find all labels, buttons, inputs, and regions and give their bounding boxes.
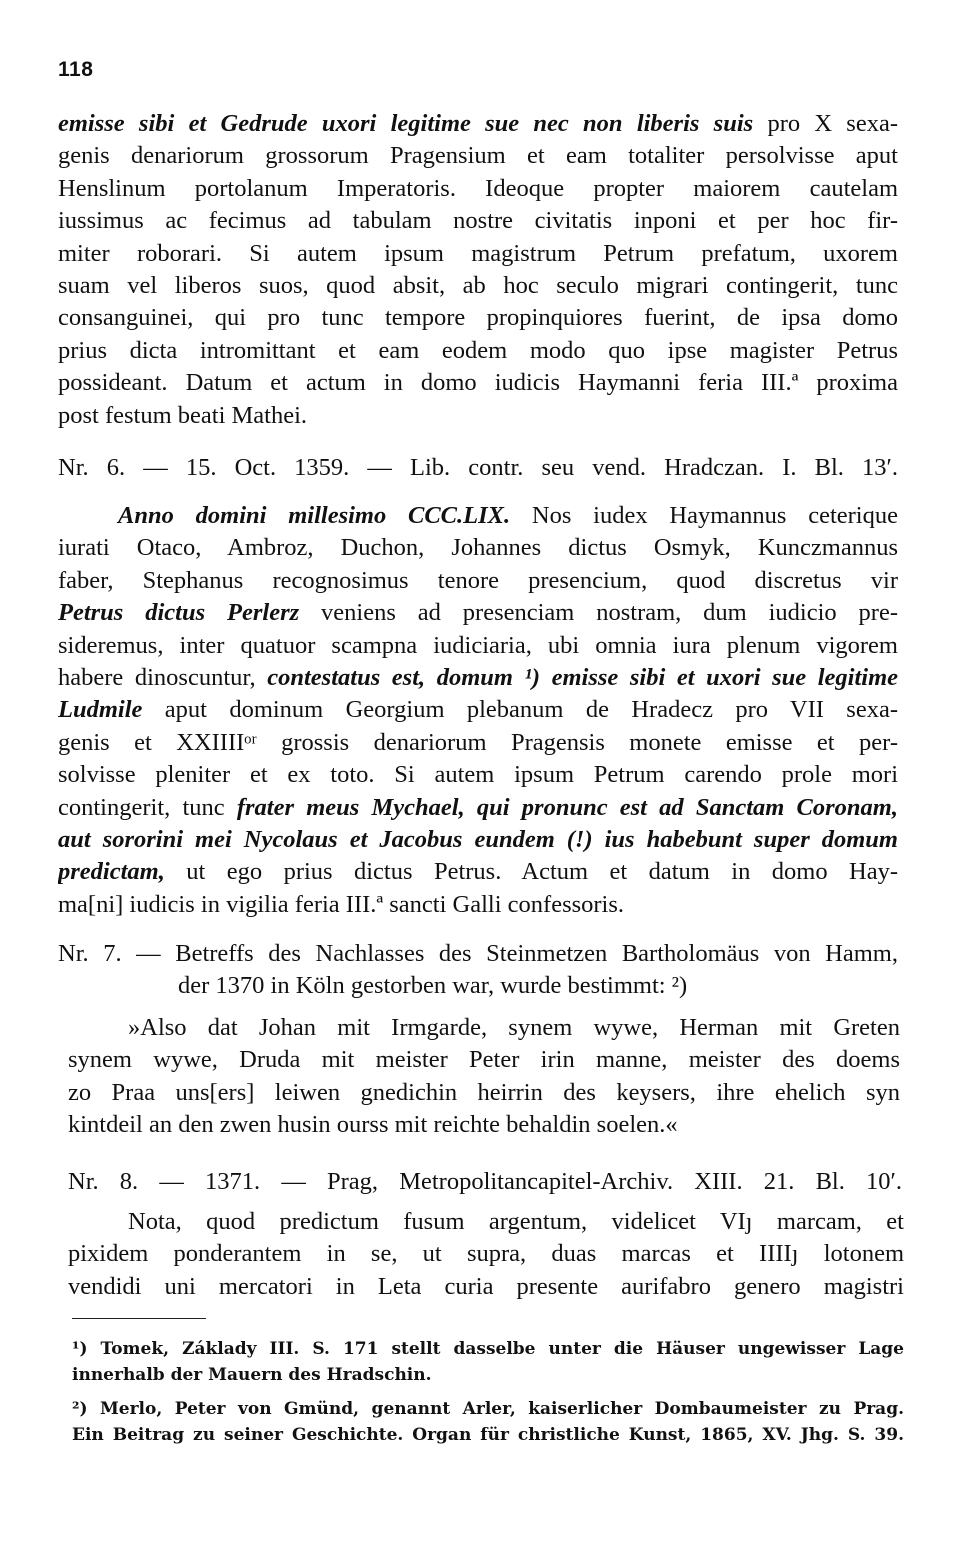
entry-heading-nr7-continued: der 1370 in Köln gestorben war, wurde bestimmt: ²) xyxy=(178,972,688,999)
paragraph-nr7 xyxy=(68,1012,900,1142)
text-line: synem wywe, Druda mit meister Peter irin manne, meister des doems xyxy=(68,1046,900,1074)
text-line: Nota, quod predictum fusum argentum, videlicet VIȷ marcam, et xyxy=(128,1208,904,1235)
footnote-line: ¹) Tomek, Základy III. S. 171 stellt dasselbe unter die Häuser ungewisser Lage xyxy=(72,1339,904,1359)
text-line: sideremus, inter quatuor scampna iudiciaria, ubi omnia iura plenum vigorem xyxy=(58,631,898,659)
footnote-line: innerhalb der Mauern des Hradschin. xyxy=(72,1365,432,1385)
text-line: iussimus ac fecimus ad tabulam nostre civitatis inponi et per hoc fir- xyxy=(58,207,898,235)
paragraph-nr6 xyxy=(58,500,898,921)
text-line: habere dinoscuntur, contestatus est, domum ¹) emisse sibi et uxori sue legitime xyxy=(58,664,898,692)
footnote-line: Ein Beitrag zu seiner Geschichte. Organ für christliche Kunst, 1865, XV. Jhg. S. 39. xyxy=(72,1425,904,1445)
text-line: suam vel liberos suos, quod absit, ab hoc seculo migrari contingerit, tunc xyxy=(58,272,898,300)
text-line: Ludmile aput dominum Georgium plebanum de Hradecz pro VII sexa- xyxy=(58,696,898,724)
text-line: vendidi uni mercatori in Leta curia presente aurifabro genero magistri xyxy=(68,1272,904,1300)
text-line: possideant. Datum et actum in domo iudicis Haymanni feria III.ª proxima xyxy=(58,369,898,397)
entry-heading-nr8: Nr. 8. — 1371. — Prag, Metropolitancapitel-Archiv. XIII. 21. Bl. 10′. xyxy=(68,1168,902,1195)
footnote-separator xyxy=(72,1318,206,1319)
text-line: prius dicta intromittant et eam eodem modo quo ipse magister Petrus xyxy=(58,336,898,364)
text-line: solvisse pleniter et ex toto. Si autem ipsum Petrum carendo prole mori xyxy=(58,761,898,789)
text-line: pixidem ponderantem in se, ut supra, duas marcas et IIIIȷ lotonem xyxy=(68,1240,904,1268)
entry-heading-nr6: Nr. 6. — 15. Oct. 1359. — Lib. contr. seu vend. Hradczan. I. Bl. 13′. xyxy=(58,454,898,481)
text-line: ma[ni] iudicis in vigilia feria III.ª sancti Galli confessoris. xyxy=(58,890,625,918)
text-line: Petrus dictus Perlerz veniens ad presenciam nostram, dum iudicio pre- xyxy=(58,599,898,627)
text-line: genis et XXIIIIᵒʳ grossis denariorum Pragensis monete emisse et per- xyxy=(58,728,898,756)
text-line: miter roborari. Si autem ipsum magistrum Petrum prefatum, uxorem xyxy=(58,239,898,267)
text-line: consanguinei, qui pro tunc tempore propinquiores fuerint, de ipsa domo xyxy=(58,304,898,332)
text-line: »Also dat Johan mit Irmgarde, synem wywe, Herman mit Greten xyxy=(128,1014,900,1041)
text-line: iurati Otaco, Ambroz, Duchon, Johannes dictus Osmyk, Kunczmannus xyxy=(58,534,898,562)
paragraph-nr8 xyxy=(68,1206,904,1303)
text-line: genis denariorum grossorum Pragensium et eam totaliter persolvisse aput xyxy=(58,142,898,170)
text-line: kintdeil an den zwen husin ourss mit reichte behaldin soelen.« xyxy=(68,1111,678,1139)
text-line: aut sororini mei Nycolaus et Jacobus eundem (!) ius habebunt super domum xyxy=(58,826,898,854)
text-line: contingerit, tunc frater meus Mychael, qui pronunc est ad Sanctam Coronam, xyxy=(58,793,898,821)
entry-heading-nr7: Nr. 7. — Betreffs des Nachlasses des Steinmetzen Bartholomäus von Hamm, xyxy=(58,940,898,967)
text-line: Henslinum portolanum Imperatoris. Ideoque propter maiorem cautelam xyxy=(58,174,898,202)
text-line: Anno domini millesimo CCC.LIX. Nos iudex Haymannus ceterique xyxy=(118,502,898,529)
footnote-line: ²) Merlo, Peter von Gmünd, genannt Arler, kaiserlicher Dombaumeister zu Prag. xyxy=(72,1399,904,1419)
footnotes xyxy=(72,1336,904,1448)
text-line: zo Praa uns[ers] leiwen gnedichin heirrin des keysers, ihre ehelich syn xyxy=(68,1078,900,1106)
text-line: predictam, ut ego prius dictus Petrus. Actum et datum in domo Hay- xyxy=(58,858,898,886)
page-number: 118 xyxy=(58,58,94,81)
text-line: emisse sibi et Gedrude uxori legitime sue nec non liberis suis pro X sexa- xyxy=(58,110,898,137)
text-line: faber, Stephanus recognosimus tenore presencium, quod discretus vir xyxy=(58,566,898,594)
paragraph-continuation xyxy=(58,108,898,432)
text-line: post festum beati Mathei. xyxy=(58,401,308,429)
